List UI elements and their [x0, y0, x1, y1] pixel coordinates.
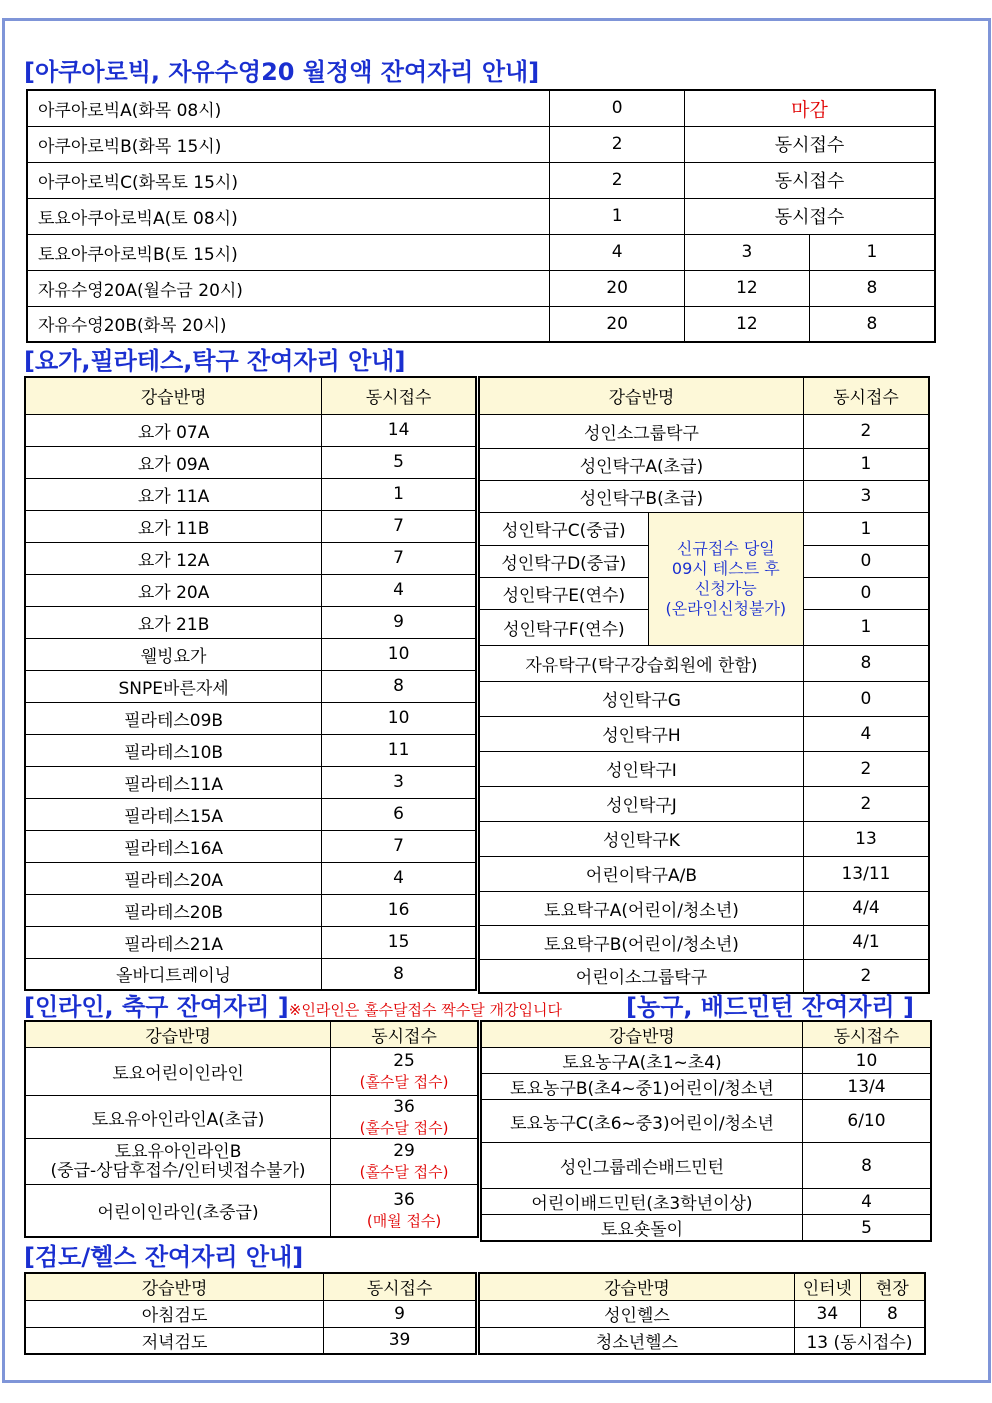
table-row — [27, 198, 935, 234]
class-name: 성인탁구A(초급) — [479, 448, 803, 480]
count-cell: 9 — [324, 1300, 476, 1327]
count-cell: 1 — [322, 478, 476, 510]
class-name: 성인소그룹탁구 — [479, 414, 803, 448]
table-row — [479, 891, 929, 925]
count-cell: 8 — [802, 1143, 931, 1189]
count-cell: 4/4 — [803, 891, 929, 925]
class-name: 필라테스20A — [25, 862, 322, 894]
class-name: 필라테스11A — [25, 766, 322, 798]
class-name: 필라테스20B — [25, 894, 322, 926]
class-name: 올바디트레이닝 — [25, 958, 322, 990]
class-name: 토요유아인라인A(초급) — [25, 1096, 331, 1139]
count-value: 29 — [393, 1141, 415, 1161]
class-name: 필라테스10B — [25, 734, 322, 766]
class-name: 요가 11A — [25, 478, 322, 510]
table-row — [479, 716, 929, 751]
kendo-table — [24, 1272, 477, 1355]
table-row — [25, 574, 476, 606]
class-name: 성인탁구K — [479, 821, 803, 856]
count-cell: 8 — [809, 306, 935, 342]
count-cell: 16 — [322, 894, 476, 926]
class-name-line1: 토요유아인라인B — [114, 1141, 242, 1162]
enroll-note: (홀수달 접수) — [359, 1073, 449, 1091]
table-row — [25, 830, 476, 862]
table-row — [479, 786, 929, 821]
class-name: 청소년헬스 — [479, 1327, 794, 1354]
table-row — [25, 958, 476, 990]
class-name: 성인탁구D(중급) — [479, 545, 648, 577]
status-cell: 동시접수 — [685, 198, 935, 234]
count-cell: 8 — [322, 958, 476, 990]
count-cell: 5 — [322, 446, 476, 478]
header-count: 동시접수 — [322, 377, 476, 414]
test-notice-box — [648, 512, 803, 645]
header-class: 강습반명 — [481, 1021, 802, 1048]
inline-title: [인라인, 축구 잔여자리 ] — [24, 993, 289, 1021]
class-name: 필라테스15A — [25, 798, 322, 830]
table-row — [27, 234, 935, 270]
tabletennis-table — [478, 376, 930, 994]
table-row — [479, 681, 929, 716]
count-cell: 0 — [803, 577, 929, 609]
count-cell: 6 — [322, 798, 476, 830]
table-row — [479, 480, 929, 512]
gym-table — [478, 1272, 926, 1355]
table-row — [481, 1215, 931, 1242]
count-cell: 8 — [803, 645, 929, 681]
count-cell: 11 — [322, 734, 476, 766]
count-cell: 4 — [802, 1189, 931, 1215]
header-count: 동시접수 — [331, 1021, 478, 1048]
notice-line: 09시 테스트 후 — [671, 558, 780, 578]
class-name: 웰빙요가 — [25, 638, 322, 670]
count-cell: 1 — [803, 609, 929, 645]
page-frame-top — [2, 0, 988, 21]
count-cell: 3 — [322, 766, 476, 798]
table-row — [27, 90, 935, 126]
table-header-row — [25, 1021, 478, 1048]
enroll-note: (홀수달 접수) — [359, 1118, 449, 1137]
table-row — [25, 1048, 478, 1096]
class-name — [25, 1139, 331, 1185]
page-frame-left — [2, 18, 5, 1383]
count-cell: 3 — [803, 480, 929, 512]
count-cell: 13/4 — [802, 1074, 931, 1100]
enroll-note: (매월 접수) — [366, 1211, 442, 1230]
table-row — [25, 1185, 478, 1237]
count-cell: 3 — [685, 234, 810, 270]
aqua-table — [26, 89, 936, 343]
notice-line: 신청가능 — [694, 578, 757, 598]
count-cell: 13/11 — [803, 856, 929, 891]
class-name: 성인탁구G — [479, 681, 803, 716]
count-cell: 2 — [803, 959, 929, 993]
class-name: 토요탁구A(어린이/청소년) — [479, 891, 803, 925]
class-name: 요가 11B — [25, 510, 322, 542]
page-frame-bottom — [2, 1380, 988, 1383]
class-name: 성인탁구E(연수) — [479, 577, 648, 609]
status-cell: 동시접수 — [685, 162, 935, 198]
table-row — [25, 862, 476, 894]
header-class: 강습반명 — [479, 1273, 794, 1300]
page-frame-right — [988, 18, 991, 1383]
table-row — [25, 542, 476, 574]
table-row — [479, 751, 929, 786]
class-name: 어린이탁구A/B — [479, 856, 803, 891]
class-name: 토요어린이인라인 — [25, 1048, 331, 1096]
table-row — [479, 448, 929, 480]
class-name: 성인헬스 — [479, 1300, 794, 1327]
header-class: 강습반명 — [25, 377, 322, 414]
table-row — [25, 702, 476, 734]
count-cell — [331, 1048, 478, 1096]
count-cell: 20 — [550, 306, 685, 342]
table-row — [25, 606, 476, 638]
table-row — [25, 1096, 478, 1139]
table-header-row — [481, 1021, 931, 1048]
internet-count: 34 — [794, 1300, 860, 1327]
table-header-row — [479, 377, 929, 414]
count-cell: 8 — [322, 670, 476, 702]
class-name: 어린이인라인(초중급) — [25, 1185, 331, 1237]
status-cell: 마감 — [685, 90, 935, 126]
count-cell: 14 — [322, 414, 476, 446]
header-count: 동시접수 — [802, 1021, 931, 1048]
yoga-table — [24, 376, 477, 991]
count-cell: 1 — [809, 234, 935, 270]
count-cell: 4 — [803, 716, 929, 751]
count-cell: 8 — [809, 270, 935, 306]
count-cell: 7 — [322, 542, 476, 574]
table-row — [25, 414, 476, 446]
class-name: 아쿠아로빅A(화목 08시) — [27, 90, 550, 126]
header-class: 강습반명 — [25, 1021, 331, 1048]
count-cell: 20 — [550, 270, 685, 306]
class-name: 아쿠아로빅B(화목 15시) — [27, 126, 550, 162]
table-row — [27, 270, 935, 306]
class-name: 성인탁구I — [479, 751, 803, 786]
class-name: 필라테스09B — [25, 702, 322, 734]
count-cell: 15 — [322, 926, 476, 958]
header-count: 동시접수 — [803, 377, 929, 414]
table-row — [27, 162, 935, 198]
count-cell: 10 — [322, 702, 476, 734]
table-row — [479, 821, 929, 856]
section-title-basketball: [농구, 배드민턴 잔여자리 ] — [626, 993, 914, 1021]
count-cell: 2 — [550, 126, 685, 162]
class-name: 토요농구A(초1~초4) — [481, 1048, 802, 1074]
count-cell — [331, 1096, 478, 1139]
count-value: 36 — [393, 1189, 415, 1210]
class-name: 토요숏돌이 — [481, 1215, 802, 1242]
header-internet: 인터넷 — [794, 1273, 860, 1300]
table-row — [479, 645, 929, 681]
table-row — [479, 1300, 925, 1327]
table-row — [27, 306, 935, 342]
table-row — [481, 1048, 931, 1074]
enroll-note: (홀수달 접수) — [359, 1163, 449, 1181]
count-cell: 4 — [550, 234, 685, 270]
class-name: 아침검도 — [25, 1300, 324, 1327]
count-cell: 1 — [803, 448, 929, 480]
count-cell: 2 — [803, 751, 929, 786]
class-name: 성인탁구C(중급) — [479, 512, 648, 545]
count-cell: 4 — [322, 574, 476, 606]
header-onsite: 현장 — [860, 1273, 925, 1300]
class-name: 성인탁구F(연수) — [479, 609, 648, 645]
class-name: 성인그룹레슨배드민턴 — [481, 1143, 802, 1189]
class-name: 토요아쿠아로빅B(토 15시) — [27, 234, 550, 270]
count-cell: 0 — [550, 90, 685, 126]
table-row — [481, 1074, 931, 1100]
class-name: 토요농구B(초4~중1)어린이/청소년 — [481, 1074, 802, 1100]
count-cell: 12 — [685, 270, 810, 306]
class-name: 자유수영20A(월수금 20시) — [27, 270, 550, 306]
inline-table — [24, 1020, 479, 1238]
count-cell: 10 — [322, 638, 476, 670]
class-name: 아쿠아로빅C(화목토 15시) — [27, 162, 550, 198]
table-row — [479, 512, 929, 545]
class-name: 자유탁구(탁구강습회원에 한함) — [479, 645, 803, 681]
table-row — [27, 126, 935, 162]
basketball-table — [480, 1020, 932, 1242]
table-row — [479, 1327, 925, 1354]
count-cell: 10 — [802, 1048, 931, 1074]
table-row — [25, 926, 476, 958]
section-title-yoga: [요가,필라테스,탁구 잔여자리 안내] — [24, 347, 406, 375]
count-cell: 5 — [802, 1215, 931, 1242]
count-cell: 2 — [803, 786, 929, 821]
header-count: 동시접수 — [324, 1273, 476, 1300]
count-cell: 13 — [803, 821, 929, 856]
class-name: 성인탁구J — [479, 786, 803, 821]
count-cell: 2 — [550, 162, 685, 198]
class-name-line2: (중급-상담후접수/인터넷접수불가) — [50, 1160, 306, 1181]
count-cell: 6/10 — [802, 1100, 931, 1143]
class-name: SNPE바른자세 — [25, 670, 322, 702]
table-row — [25, 798, 476, 830]
class-name: 요가 09A — [25, 446, 322, 478]
table-row — [25, 1327, 476, 1354]
table-header-row — [25, 377, 476, 414]
notice-line: (온라인신청불가) — [665, 598, 787, 618]
section-title-aqua: [아쿠아로빅, 자유수영20 월정액 잔여자리 안내] — [24, 58, 540, 86]
class-name: 어린이배드민턴(초3학년이상) — [481, 1189, 802, 1215]
table-row — [25, 1300, 476, 1327]
section-title-kendo: [검도/헬스 잔여자리 안내] — [24, 1243, 304, 1271]
count-cell: 0 — [803, 681, 929, 716]
table-row — [25, 510, 476, 542]
table-row — [25, 478, 476, 510]
count-cell: 1 — [550, 198, 685, 234]
onsite-count: 8 — [860, 1300, 925, 1327]
count-value: 25 — [393, 1051, 415, 1071]
count-cell: 4 — [322, 862, 476, 894]
class-name: 요가 20A — [25, 574, 322, 606]
table-row — [479, 925, 929, 959]
class-name: 필라테스16A — [25, 830, 322, 862]
count-cell: 4/1 — [803, 925, 929, 959]
table-row — [479, 414, 929, 448]
table-row — [25, 766, 476, 798]
table-row — [479, 856, 929, 891]
count-cell: 7 — [322, 830, 476, 862]
table-header-row — [25, 1273, 476, 1300]
count-value: 36 — [393, 1096, 415, 1117]
class-name: 토요탁구B(어린이/청소년) — [479, 925, 803, 959]
class-name: 요가 12A — [25, 542, 322, 574]
count-cell: 2 — [803, 414, 929, 448]
section-title-inline — [24, 987, 562, 1022]
notice-line: 신규접수 당일 — [676, 538, 775, 558]
count-cell — [331, 1185, 478, 1237]
class-name: 성인탁구H — [479, 716, 803, 751]
table-row — [481, 1100, 931, 1143]
class-name: 요가 07A — [25, 414, 322, 446]
class-name: 요가 21B — [25, 606, 322, 638]
count-cell: 1 — [803, 512, 929, 545]
table-row — [481, 1189, 931, 1215]
class-name: 자유수영20B(화목 20시) — [27, 306, 550, 342]
table-row — [25, 638, 476, 670]
class-name: 어린이소그룹탁구 — [479, 959, 803, 993]
count-cell — [331, 1139, 478, 1185]
count-cell: 39 — [324, 1327, 476, 1354]
class-name: 필라테스21A — [25, 926, 322, 958]
status-cell: 동시접수 — [685, 126, 935, 162]
header-class: 강습반명 — [479, 377, 803, 414]
count-cell: 12 — [685, 306, 810, 342]
combined-count: 13 (동시접수) — [794, 1327, 925, 1354]
class-name: 토요아쿠아로빅A(토 08시) — [27, 198, 550, 234]
table-row — [25, 670, 476, 702]
table-row — [25, 446, 476, 478]
inline-notice: ※인라인은 홀수달접수 짝수달 개강입니다 — [288, 1001, 562, 1019]
count-cell: 7 — [322, 510, 476, 542]
class-name: 성인탁구B(초급) — [479, 480, 803, 512]
table-row — [25, 1139, 478, 1185]
count-cell: 0 — [803, 545, 929, 577]
header-class: 강습반명 — [25, 1273, 324, 1300]
table-row — [25, 894, 476, 926]
count-cell: 9 — [322, 606, 476, 638]
table-header-row — [479, 1273, 925, 1300]
class-name: 토요농구C(초6~중3)어린이/청소년 — [481, 1100, 802, 1143]
table-row — [25, 734, 476, 766]
table-row — [481, 1143, 931, 1189]
class-name: 저녁검도 — [25, 1327, 324, 1354]
